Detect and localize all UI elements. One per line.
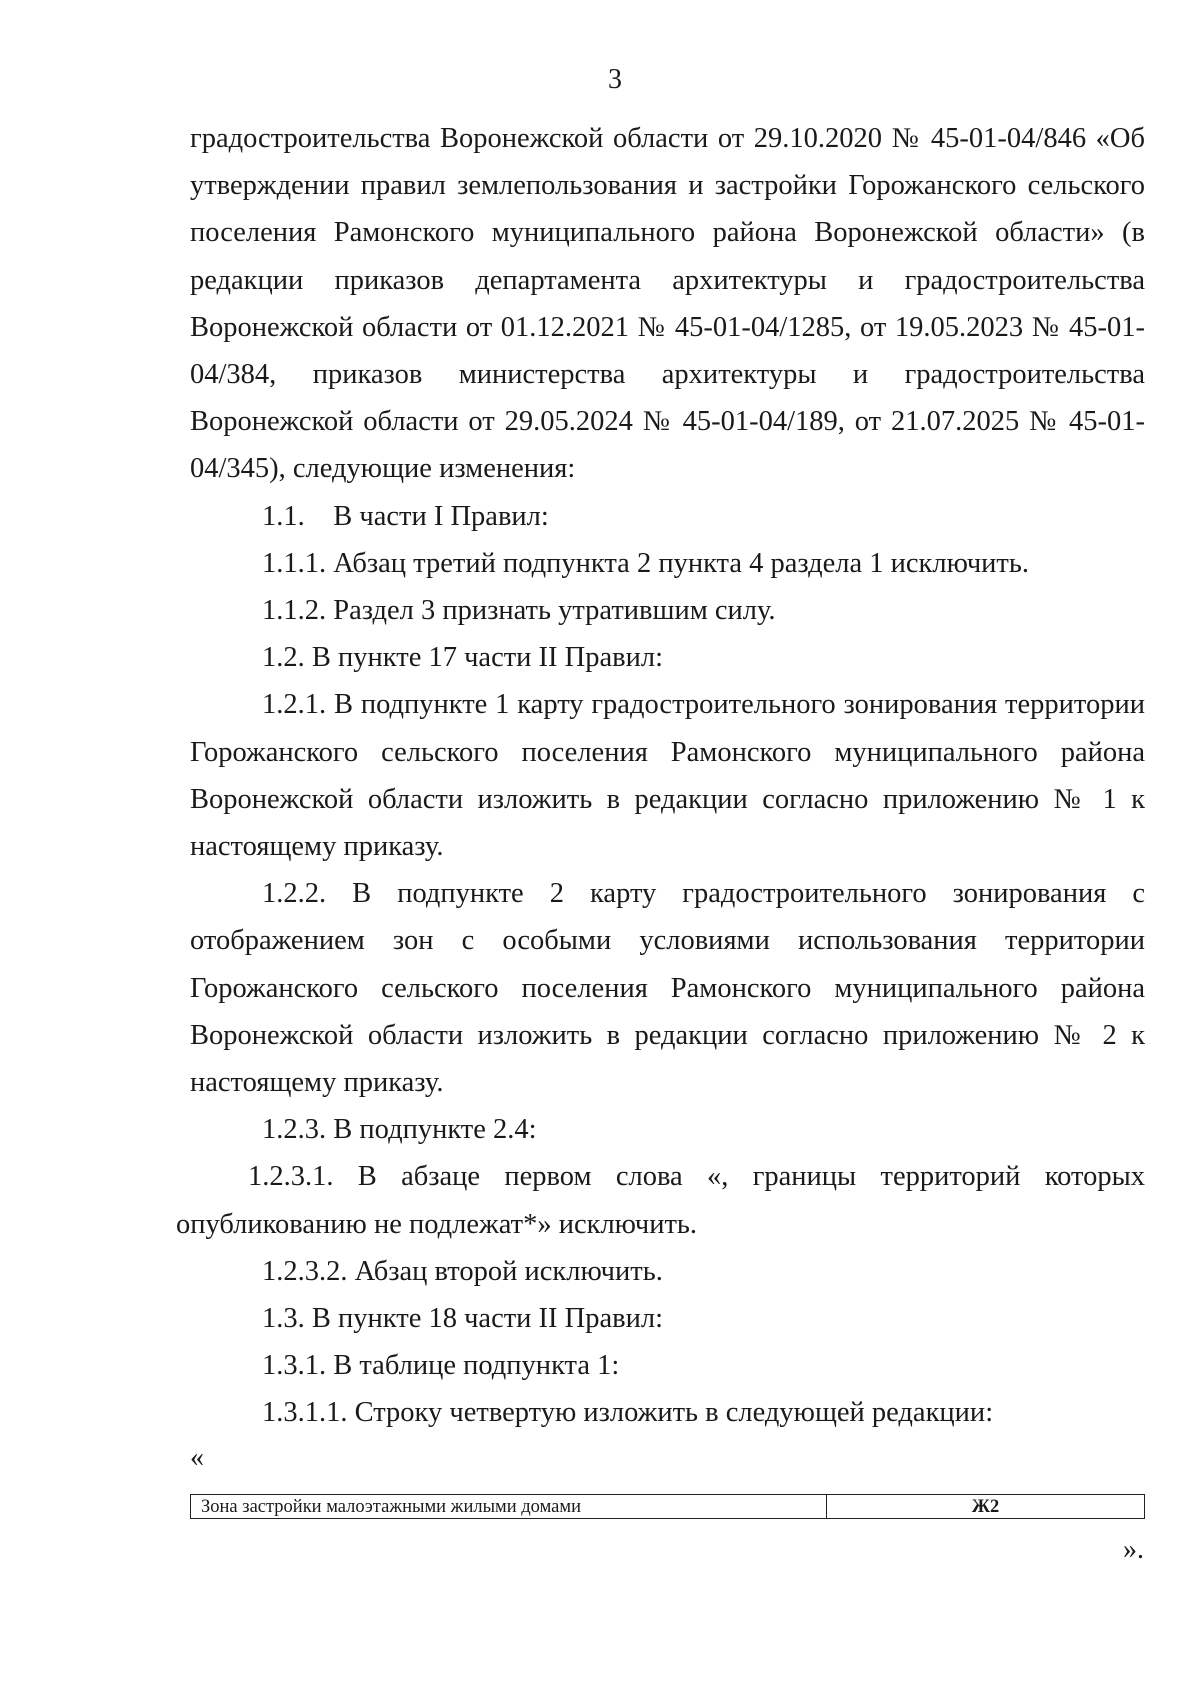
- paragraph-1-3-1-1: 1.3.1.1. Строку четвертую изложить в следующей редакции:: [262, 1397, 994, 1429]
- page-number: 3: [608, 64, 622, 95]
- opening-quote: «: [190, 1442, 204, 1473]
- closing-quote: ».: [1123, 1534, 1144, 1565]
- paragraph-1-2-3-1: 1.2.3.1. В абзаце первом слова «, границы территорий которых опубликованию не подлежат*» исключить.: [176, 1161, 1145, 1240]
- paragraph-1-3: 1.3. В пункте 18 части II Правил:: [262, 1303, 663, 1335]
- paragraph-1-2-2: 1.2.2. В подпункте 2 карту градостроительного зонирования с отображением зон с особыми условиями использования территории Горожанского сельского поселения Рамонского муниципального района Воронежской области изложить в редакции согласно приложению № 2 к настоящему приказу.: [190, 878, 1145, 1099]
- paragraph-1-2-3-2: 1.2.3.2. Абзац второй исключить.: [262, 1255, 663, 1287]
- zone-code-cell: Ж2: [827, 1495, 1145, 1519]
- paragraph-intro: градостроительства Воронежской области от 29.10.2020 № 45-01-04/846 «Об утверждении правил землепользования и застройки Горожанского сельского поселения Рамонского муниципального района Воронежской области» (в редакции приказов департамента архитектуры и градостроительства Воронежской области от 01.12.2021 № 45-01-04/1285, от 19.05.2023 № 45-01-04/384, приказов министерства архитектуры и градостроительства Воронежской области от 29.05.2024 № 45-01-04/189, от 21.07.2025 № 45-01-04/345), следующие изменения:: [190, 123, 1145, 485]
- paragraph-1-2-1: 1.2.1. В подпункте 1 карту градостроительного зонирования территории Горожанского сельского поселения Рамонского муниципального района Воронежской области изложить в редакции согласно приложению № 1 к настоящему приказу.: [190, 689, 1145, 863]
- paragraph-1-2-3: 1.2.3. В подпункте 2.4:: [262, 1114, 537, 1146]
- table-row: [191, 1495, 1145, 1519]
- document-body: [176, 115, 1145, 1437]
- zone-name-cell: Зона застройки малоэтажными жилыми домами: [191, 1495, 827, 1519]
- paragraph-1-1-1: 1.1.1. Абзац третий подпункта 2 пункта 4 раздела 1 исключить.: [262, 547, 1029, 579]
- paragraph-1-2: 1.2. В пункте 17 части II Правил:: [262, 642, 663, 674]
- zone-table: [190, 1494, 1145, 1519]
- paragraph-1-3-1: 1.3.1. В таблице подпункта 1:: [262, 1350, 620, 1382]
- paragraph-1-1-2: 1.1.2. Раздел 3 признать утратившим силу.: [262, 595, 776, 627]
- paragraph-1-1: 1.1. В части I Правил:: [262, 500, 549, 532]
